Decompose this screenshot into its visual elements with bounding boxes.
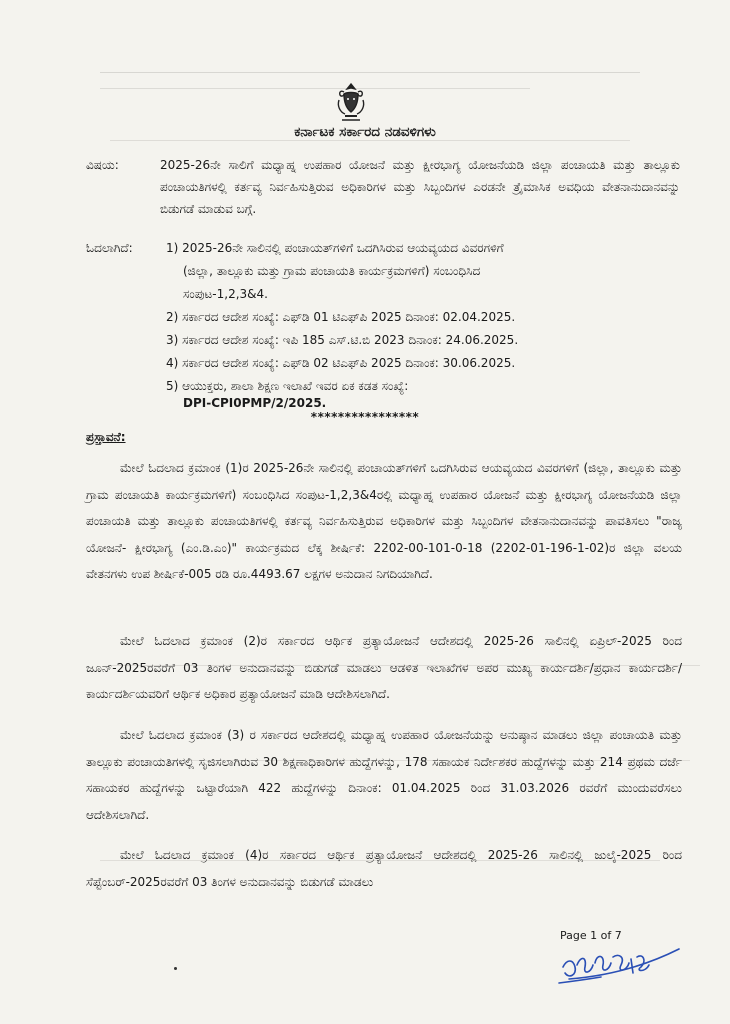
reference-item-5-line-1: 5) ಆಯುಕ್ತರು, ಶಾಲಾ ಶಿಕ್ಷಣ ಇಲಾಖೆ ಇವರ ಏಕ ಕಡತ ಸಂಖ್ಯೆ: — [166, 379, 409, 393]
reference-item-4: 4) ಸರ್ಕಾರದ ಆದೇಶ ಸಂಖ್ಯೆ: ಎಫ್‌ಡಿ 02 ಟಿಎಫ್‌ಪಿ 2025 ದಿನಾಂಕ: 30.06.2025. — [166, 356, 516, 370]
reference-item-2: 2) ಸರ್ಕಾರದ ಆದೇಶ ಸಂಖ್ಯೆ: ಎಫ್‌ಡಿ 01 ಟಿಎಫ್‌ಪಿ 2025 ದಿನಾಂಕ: 02.04.2025. — [166, 310, 516, 324]
reference-item-3: 3) ಸರ್ಕಾರದ ಆದೇಶ ಸಂಖ್ಯೆ: ಇಪಿ 185 ಎಸ್.ಟಿ.ಬಿ 2023 ದಿನಾಂಕ: 24.06.2025. — [166, 333, 519, 347]
page-number: Page 1 of 7 — [560, 929, 622, 942]
reference-item-1-line-1: 1) 2025-26ನೇ ಸಾಲಿನಲ್ಲಿ ಪಂಚಾಯತ್‌ಗಳಿಗೆ ಒದಗಿಸಿರುವ ಆಯವ್ಯಯದ ವಿವರಗಳಿಗೆ — [166, 241, 504, 255]
preamble-paragraph-2-text: ಮೇಲೆ ಓದಲಾದ ಕ್ರಮಾಂಕ (2)ರ ಸರ್ಕಾರದ ಆರ್ಥಿಕ ಪ್ರತ್ಯಾಯೋಜನೆ ಆದೇಶದಲ್ಲಿ 2025-26 ಸಾಲಿನಲ್ಲಿ ಏಪ್ರಿಲ್-2025 ರಿಂದ ಜೂನ್-2025ರವರೆಗೆ 03 ತಿಂಗಳ ಅನುದಾನವನ್ನು ಬಿಡುಗಡೆ ಮಾಡಲು ಆಡಳಿತ ಇಲಾಖೆಗಳ ಅಪರ ಮುಖ್ಯ ಕಾರ್ಯದರ್ಶಿ/ಪ್ರಧಾನ ಕಾರ್ಯದರ್ಶಿ/ಕಾರ್ಯದರ್ಶಿಯವರಿಗೆ ಆರ್ಥಿಕ ಅಧಿಕಾರ ಪ್ರತ್ಯಾಯೋಜನೆ ಮಾಡಿ ಆದೇಶಿಸಲಾಗಿದೆ. — [86, 634, 682, 701]
state-emblem-icon — [333, 80, 369, 124]
preamble-paragraph-3 — [86, 722, 682, 828]
handwritten-signature — [555, 935, 685, 995]
section-separator: **************** — [310, 410, 420, 424]
subject-label: ವಿಷಯ: — [86, 158, 119, 172]
reference-item-1-line-3: ಸಂಪುಟ-1,2,3&4. — [183, 287, 268, 301]
document-title: ಕರ್ನಾಟಕ ಸರ್ಕಾರದ ನಡವಳಿಗಳು — [294, 124, 436, 140]
preamble-paragraph-4-text: ಮೇಲೆ ಓದಲಾದ ಕ್ರಮಾಂಕ (4)ರ ಸರ್ಕಾರದ ಆರ್ಥಿಕ ಪ್ರತ್ಯಾಯೋಜನೆ ಆದೇಶದಲ್ಲಿ 2025-26 ಸಾಲಿನಲ್ಲಿ ಜುಲೈ-2025 ರಿಂದ ಸೆಪ್ಟೆಂಬರ್-2025ರವರೆಗೆ 03 ತಿಂಗಳ ಅನುದಾನವನ್ನು ಬಿಡುಗಡೆ ಮಾಡಲು — [86, 848, 682, 889]
preamble-paragraph-1-text: ಮೇಲೆ ಓದಲಾದ ಕ್ರಮಾಂಕ (1)ರ 2025-26ನೇ ಸಾಲಿನಲ್ಲಿ ಪಂಚಾಯತ್‌ಗಳಿಗೆ ಒದಗಿಸಿರುವ ಆಯವ್ಯಯದ ವಿವರಗಳಿಗೆ (ಜಿಲ್ಲಾ, ತಾಲ್ಲೂಕು ಮತ್ತು ಗ್ರಾಮ ಪಂಚಾಯತಿ ಕಾರ್ಯಕ್ರಮಗಳಿಗೆ) ಸಂಬಂಧಿಸಿದ ಸಂಪುಟ-1,2,3&4ರಲ್ಲಿ ಮಧ್ಯಾಹ್ನ ಉಪಹಾರ ಯೋಜನೆ ಮತ್ತು ಕ್ಷೀರಭಾಗ್ಯ ಯೋಜನೆಯಡಿ ಜಿಲ್ಲಾ ಪಂಚಾಯತಿ ಮತ್ತು ತಾಲ್ಲೂಕು ಪಂಚಾಯತಿಗಳಲ್ಲಿ ಕರ್ತವ್ಯ ನಿರ್ವಹಿಸುತ್ತಿರುವ ಅಧಿಕಾರಿಗಳ ಮತ್ತು ಸಿಬ್ಬಂದಿಗಳ ವೇತನಾನುದಾನವನ್ನು ಪಾವತಿಸಲು "ರಾಜ್ಯ ಯೋಜನೆ- ಕ್ಷೀರಭಾಗ್ಯ (ಎಂ.ಡಿ.ಎಂ)" ಕಾರ್ಯಕ್ರಮದ ಲೆಕ್ಕ ಶೀರ್ಷಿಕೆ: 2202-00-101-0-18 (2202-01-196-1-02)ರ ಜಿಲ್ಲಾ ವಲಯ ವೇತನಗಳು ಉಪ ಶೀರ್ಷಿಕೆ-005 ರಡಿ ರೂ.4493.67 ಲಕ್ಷಗಳ ಅನುದಾನ ನಿಗದಿಯಾಗಿದೆ. — [86, 461, 682, 581]
preamble-heading: ಪ್ರಸ್ತಾವನೆ: — [86, 430, 126, 444]
reference-item-5-line-2: DPI-CPI0PMP/2/2025. — [183, 396, 327, 410]
stray-ink-dot — [174, 967, 177, 970]
preamble-paragraph-1 — [86, 455, 682, 588]
preamble-paragraph-2 — [86, 628, 682, 708]
subject-text: 2025-26ನೇ ಸಾಲಿಗೆ ಮಧ್ಯಾಹ್ನ ಉಪಹಾರ ಯೋಜನೆ ಮತ್ತು ಕ್ಷೀರಭಾಗ್ಯ ಯೋಜನೆಯಡಿ ಜಿಲ್ಲಾ ಪಂಚಾಯತಿ ಮತ್ತು ತಾಲ್ಲೂಕು ಪಂಚಾಯತಿಗಳಲ್ಲಿ ಕರ್ತವ್ಯ ನಿರ್ವಹಿಸುತ್ತಿರುವ ಅಧಿಕಾರಿಗಳ ಮತ್ತು ಸಿಬ್ಬಂದಿಗಳ ಎರಡನೇ ತ್ರೈಮಾಸಿಕ ಅವಧಿಯ ವೇತನಾನುದಾನವನ್ನು ಬಿಡುಗಡೆ ಮಾಡುವ ಬಗ್ಗೆ. — [160, 158, 680, 216]
preamble-paragraph-4 — [86, 842, 682, 895]
reference-item-1-line-2: (ಜಿಲ್ಲಾ, ತಾಲ್ಲೂಕು ಮತ್ತು ಗ್ರಾಮ ಪಂಚಾಯತಿ ಕಾರ್ಯಕ್ರಮಗಳಿಗೆ) ಸಂಬಂಧಿಸಿದ — [183, 264, 481, 278]
references-label: ಓದಲಾಗಿದೆ: — [86, 241, 133, 255]
preamble-paragraph-3-text: ಮೇಲೆ ಓದಲಾದ ಕ್ರಮಾಂಕ (3) ರ ಸರ್ಕಾರದ ಆದೇಶದಲ್ಲಿ ಮಧ್ಯಾಹ್ನ ಉಪಹಾರ ಯೋಜನೆಯನ್ನು ಅನುಷ್ಠಾನ ಮಾಡಲು ಜಿಲ್ಲಾ ಪಂಚಾಯತಿ ಮತ್ತು ತಾಲ್ಲೂಕು ಪಂಚಾಯತಿಗಳಲ್ಲಿ ಸೃಜಿಸಲಾಗಿರುವ 30 ಶಿಕ್ಷಣಾಧಿಕಾರಿಗಳ ಹುದ್ದೆಗಳನ್ನು, 178 ಸಹಾಯಕ ನಿರ್ದೇಶಕರ ಹುದ್ದೆಗಳನ್ನು ಮತ್ತು 214 ಪ್ರಥಮ ದರ್ಜೆ ಸಹಾಯಕರ ಹುದ್ದೆಗಳನ್ನು ಒಟ್ಟಾರೆಯಾಗಿ 422 ಹುದ್ದೆಗಳನ್ನು ದಿನಾಂಕ: 01.04.2025 ರಿಂದ 31.03.2026 ರವರೆಗೆ ಮುಂದುವರೆಸಲು ಆದೇಶಿಸಲಾಗಿದೆ. — [86, 728, 682, 822]
